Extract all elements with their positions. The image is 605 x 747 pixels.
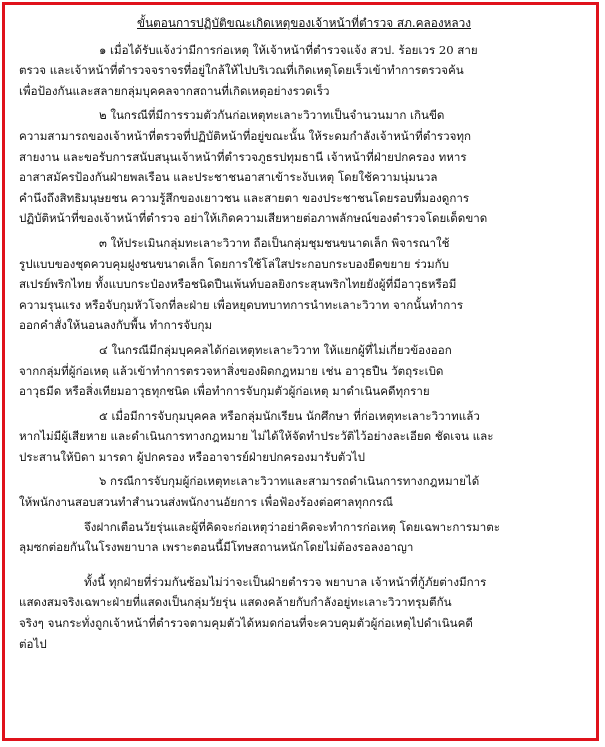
text-line: อาสาสมัครป้องกันฝ่ายพลเรือน และประชาชนอาสาเข้าระงับเหตุ โดยใช้ความนุ่มนวล (19, 170, 438, 185)
text-line: ความสามารถของเจ้าหน้าที่ตรวจที่ปฏิบัติหน้าที่อยู่ขณะนั้น ให้ระดมกำลังเจ้าหน้าที่ตำรวจทุก (19, 128, 472, 143)
paragraph-gap (19, 562, 589, 572)
text-line: แสดงสมจริงเฉพาะฝ่ายที่แสดงเป็นกลุ่มวัยรุ่น แสดงคล้ายกับกำลังอยู่ทะเลาะวิวาทรุมตีกัน (19, 595, 452, 610)
text-line: ต่อไป (19, 636, 47, 651)
text-line: ๑ เมื่อได้รับแจ้งว่ามีการก่อเหตุ ให้เจ้าหน้าที่ตำรวจแจ้ง สวป. ร้อยเวร 20 สาย (99, 42, 478, 57)
text-line: จึงฝากเตือนวัยรุ่นและผู้ที่คิดจะก่อเหตุว่าอย่าคิดจะทำการก่อเหตุ โดยเฉพาะการมาตะ (84, 519, 501, 534)
text-line: รูปแบบของชุดควบคุมฝูงชนขนาดเล็ก โดยการใช้โล่ใสประกอบกระบองยืดขยาย ร่วมกับ (19, 256, 449, 271)
text-line: หากไม่มีผู้เสียหาย และดำเนินการทางกฎหมาย ไม่ได้ให้จัดทำประวัติไว้อย่างละเอียด ชัดเจน และ (19, 429, 494, 444)
text-line: ๕ เมื่อมีการจับกุมบุคคล หรือกลุ่มนักเรียน นักศึกษา ที่ก่อเหตุทะเลาะวิวาทแล้ว (99, 408, 480, 423)
text-line: สเปรย์พริกไทย ทั้งแบบกระป๋องหรือชนิดปืนเพ้นท์บอลยิงกระสุนพริกไทยยังผู้ที่มีอาวุธหรือมี (19, 277, 457, 292)
text-line: ทั้งนี้ ทุกฝ่ายที่ร่วมกันซ้อมไม่ว่าจะเป็นฝ่ายตำรวจ พยาบาล เจ้าหน้าที่กู้ภัยต่างมีการ (84, 574, 487, 589)
paragraph (19, 471, 589, 512)
paragraph (19, 105, 589, 229)
paragraph (19, 233, 589, 336)
text-line: ๓ ให้ประเมินกลุ่มทะเลาะวิวาท ถือเป็นกลุ่มชุมชนขนาดเล็ก พิจารณาใช้ (99, 235, 450, 250)
text-line: ความรุนแรง หรือจับกุมหัวโจกที่ละฝ่าย เพื่อหยุดบทบาทการนำทะเลาะวิวาท จากนั้นทำการ (19, 297, 464, 312)
text-line: ๔ ในกรณีมีกลุ่มบุคคลได้ก่อเหตุทะเลาะวิวาท ให้แยกผู้ที่ไม่เกี่ยวข้องออก (99, 342, 452, 357)
paragraph-list (19, 40, 589, 655)
text-line: สายงาน และขอรับการสนับสนุนเจ้าหน้าที่ตำรวจภูธรปทุมธานี เจ้าหน้าที่ฝ่ายปกครอง ทหาร (19, 149, 467, 164)
text-line: ประสานให้บิดา มารดา ผู้ปกครอง หรืออาจารย์ฝ่ายปกครองมารับตัวไป (19, 449, 365, 464)
paragraph (19, 517, 589, 558)
text-line: จากกลุ่มที่ผู้ก่อเหตุ แล้วเข้าทำการตรวจหาสิ่งของผิดกฎหมาย เช่น อาวุธปืน วัตถุระเบิด (19, 363, 444, 378)
text-line: ตรวจ และเจ้าหน้าที่ตำรวจจราจรที่อยู่ใกล้ให้ไปบริเวณที่เกิดเหตุโดยเร็วเข้าทำการตรวจค้น (19, 63, 464, 78)
document-title: ขั้นตอนการปฏิบัติขณะเกิดเหตุของเจ้าหน้าที่ตำรวจ สภ.คลองหลวง (137, 16, 471, 30)
paragraph (19, 40, 589, 102)
text-line: ๖ กรณีการจับกุมผู้ก่อเหตุทะเลาะวิวาทและสามารถดำเนินการทางกฎหมายได้ (99, 474, 480, 489)
text-line: เพื่อป้องกันและสลายกลุ่มบุคคลจากสถานที่เกิดเหตุอย่างรวดเร็ว (19, 83, 330, 98)
text-line: อาวุธมีด หรือสิ่งเทียมอาวุธทุกชนิด เพื่อทำการจับกุมตัวผู้ก่อเหตุ มาดำเนินคดีทุกราย (19, 384, 430, 399)
text-line: ให้พนักงานสอบสวนทำสำนวนส่งพนักงานอัยการ เพื่อฟ้องร้องต่อศาลทุกกรณี (19, 495, 394, 510)
text-line: ลุมซกต่อยกันในโรงพยาบาล เพราะตอนนี้มีโทษสถานหนักโดยไม่ต้องรอลงอาญา (19, 540, 414, 555)
paragraph (19, 406, 589, 468)
text-line: คำนึงถึงสิทธิมนุษยชน ความรู้สึกของเยาวชน และสายตา ของประชาชนโดยรอบที่มองดูการ (19, 190, 470, 205)
paragraph (19, 572, 589, 654)
document-body (19, 13, 589, 658)
text-line: ปฏิบัติหน้าที่ของเจ้าหน้าที่ตำรวจ อย่าให้เกิดความเสียหายต่อภาพลักษณ์ของตำรวจโดยเด็ดขาด (19, 211, 488, 226)
text-line: ออกคำสั่งให้นอนลงกับพื้น ทำการจับกุม (19, 318, 213, 333)
text-line: จริงๆ จนกระทั่งถูกเจ้าหน้าที่ตำรวจตามคุมตัวได้หมดก่อนที่จะควบคุมตัวผู้ก่อเหตุไปดำเนินคดี (19, 616, 473, 631)
text-line: ๒ ในกรณีที่มีการรวมตัวกันก่อเหตุทะเลาะวิวาทเป็นจำนวนมาก เกินขีด (99, 108, 445, 123)
document-frame (2, 2, 599, 741)
paragraph (19, 340, 589, 402)
